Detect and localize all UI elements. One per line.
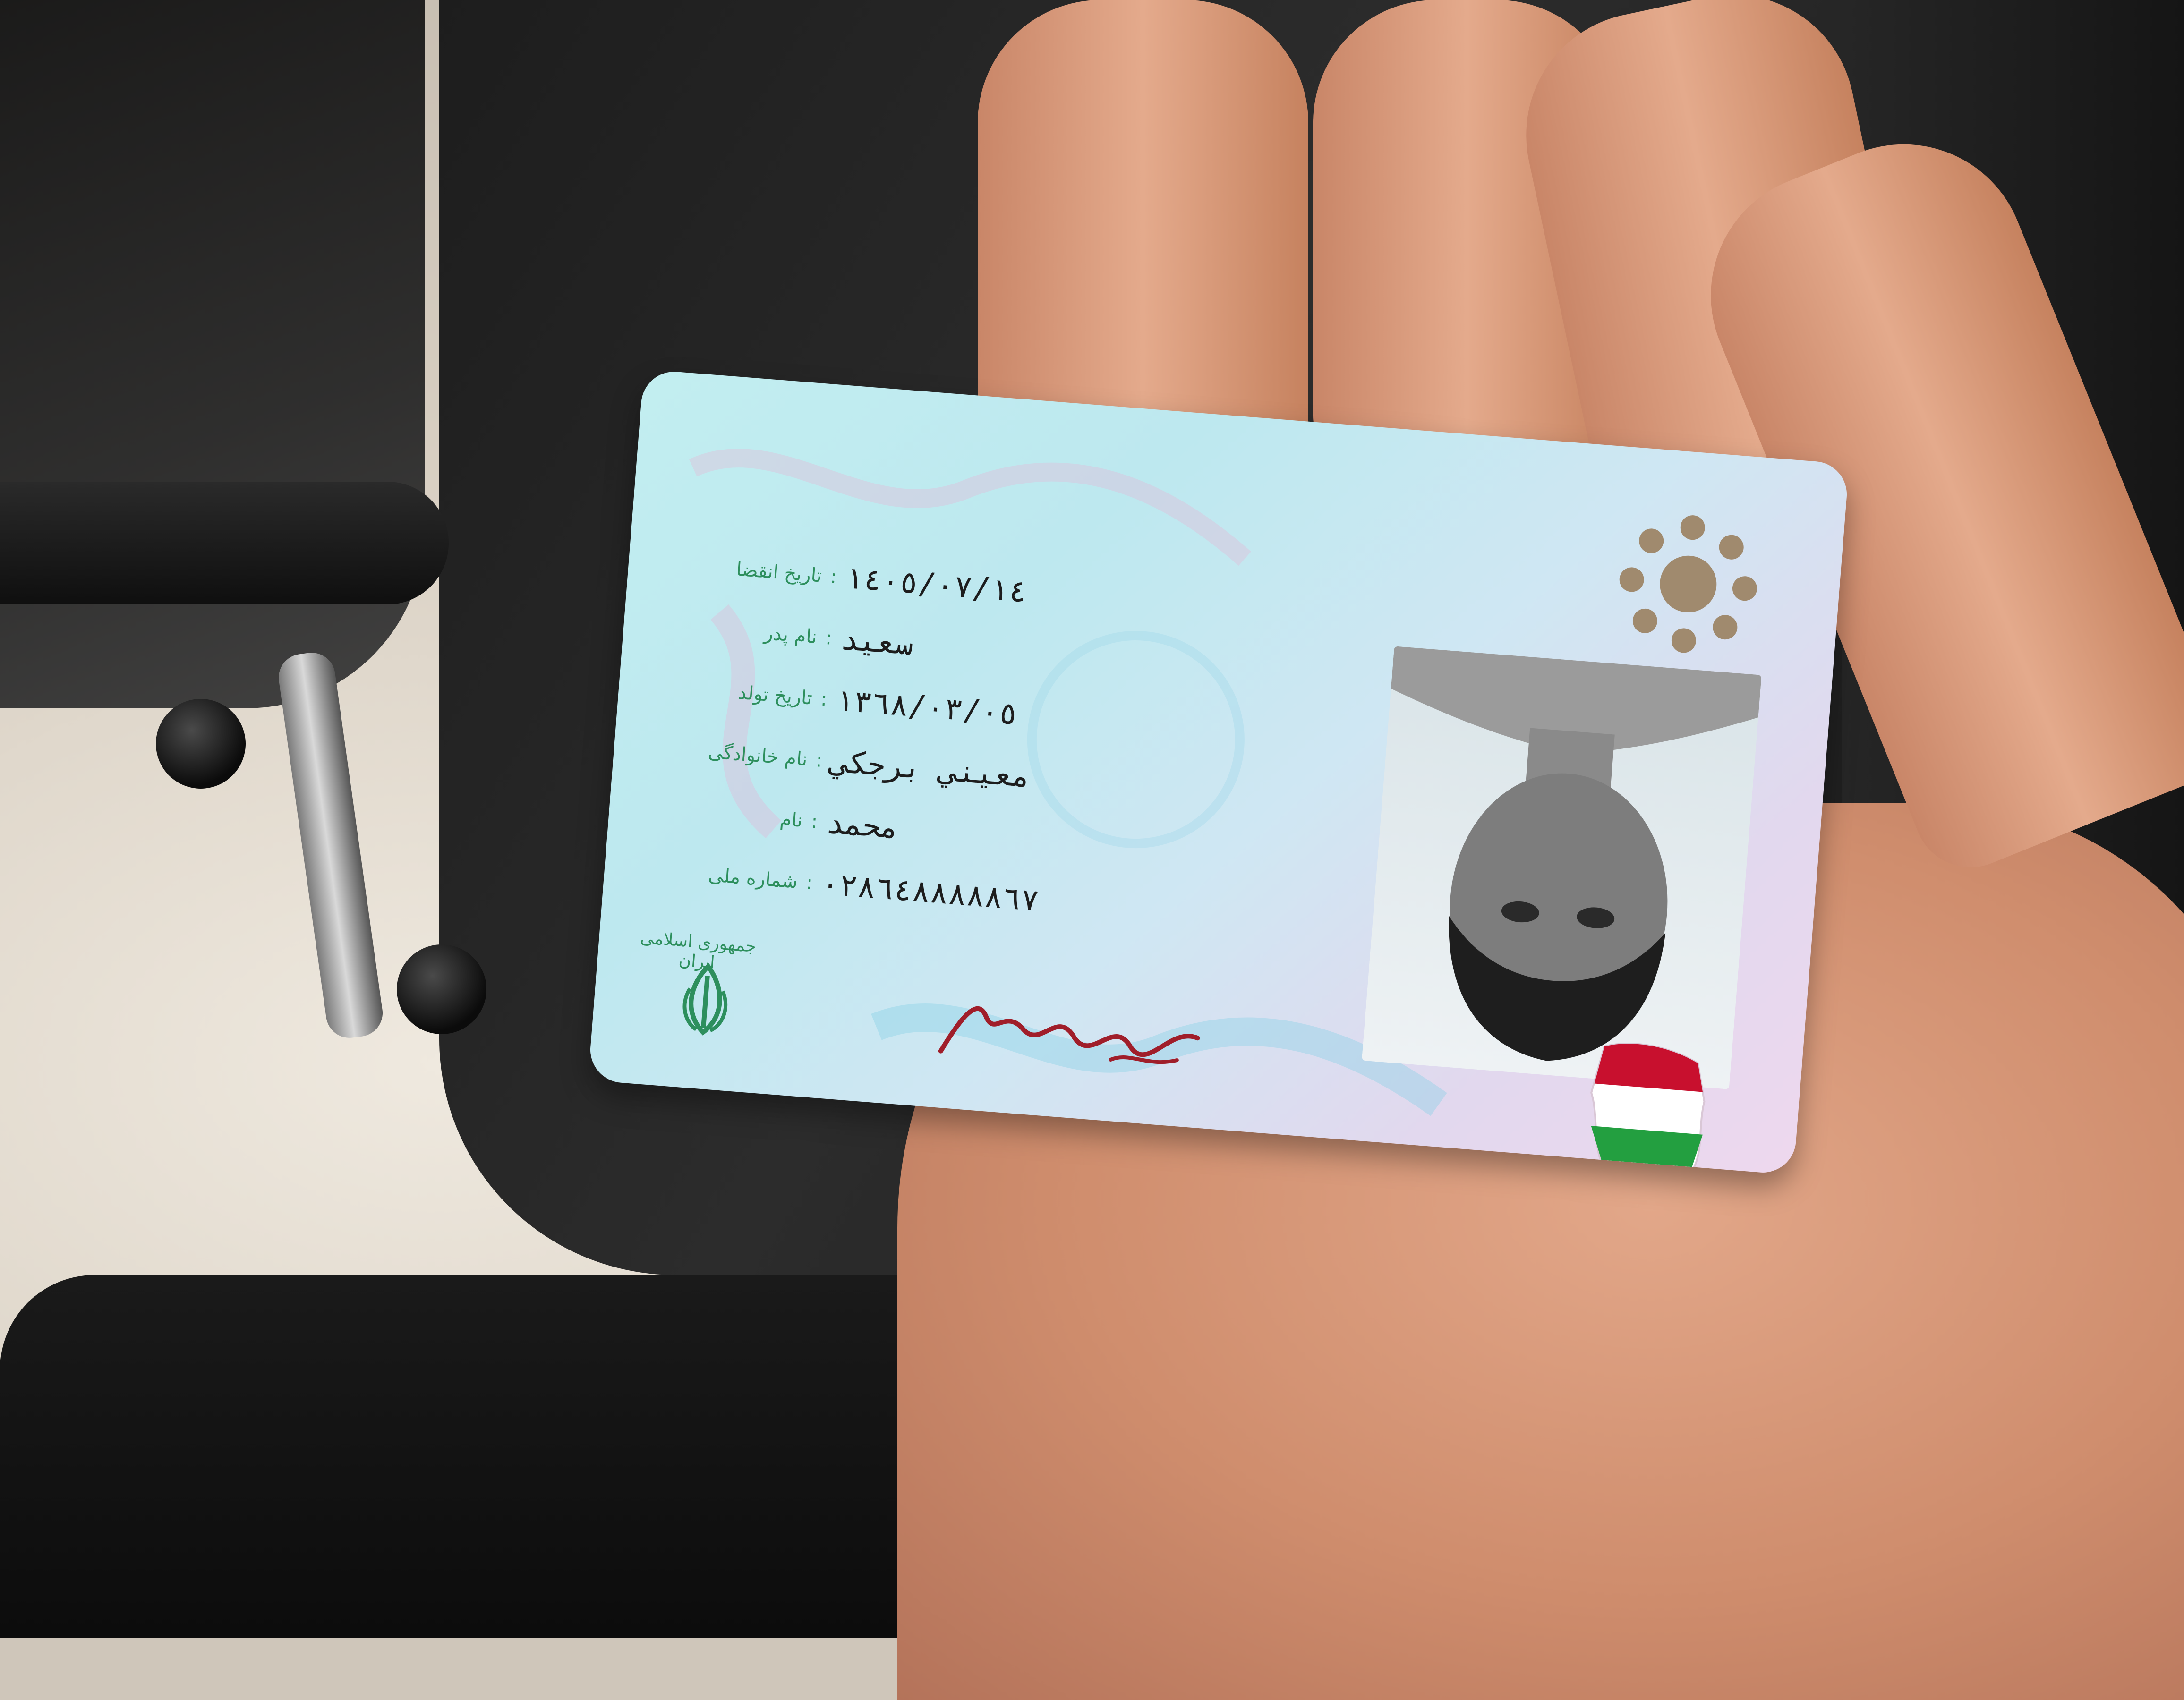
field-label: ﺷﻤﺎره ﻣﻠﻰ: [707, 864, 799, 893]
chair-armrest: [0, 482, 449, 604]
iran-flag-map-icon: [1575, 1036, 1718, 1175]
expiry-date-value: ١٤٠٥/٠٧/١٤: [844, 560, 1028, 610]
portrait-photo-icon: [1362, 646, 1762, 1089]
field-label: ﺗﺎرﻳﺦ اﻧﻘﻀﺎ: [735, 558, 823, 587]
first-name-value: ﻣﺤﻤﺪ: [825, 805, 900, 846]
field-colon: :: [815, 749, 823, 772]
field-label: ﺗﺎرﻳﺦ ﺗﻮﻟﺪ: [737, 681, 813, 709]
last-name-value: ﻣﻌﻴﻨﻲ ﺑﺮﺟﻜﻲ: [829, 744, 1032, 795]
iran-emblem-icon: [667, 959, 744, 1040]
chair-wheel: [397, 944, 486, 1034]
chair-wheel: [156, 699, 246, 789]
field-colon: :: [825, 627, 833, 649]
field-colon: :: [829, 566, 838, 588]
father-name-value: ﺳﻌﻴﺪ: [839, 621, 915, 663]
birth-date-value: ١٣٦٨/٠٣/٠٥: [834, 683, 1019, 732]
field-label: ﻧﺎم ﺧﺎﻧﻮادﮔﻰ: [707, 741, 809, 771]
national-number-value: ٠٢٨٦٤٨٨٨٨٨٦٧: [819, 866, 1041, 918]
field-colon: :: [810, 810, 819, 833]
field-colon: :: [819, 688, 828, 711]
field-label: ﻧﺎم: [779, 808, 803, 832]
field-colon: :: [805, 872, 814, 894]
seal-emblem-icon: [1607, 503, 1769, 665]
field-label: ﻧﺎم ﭘﺪر: [763, 622, 818, 648]
national-id-card: [588, 369, 1850, 1175]
emblem-caption: ﺟﻤﻬﻮرى اﺳﻼﻣﻰ اﻳﺮان: [640, 928, 757, 973]
